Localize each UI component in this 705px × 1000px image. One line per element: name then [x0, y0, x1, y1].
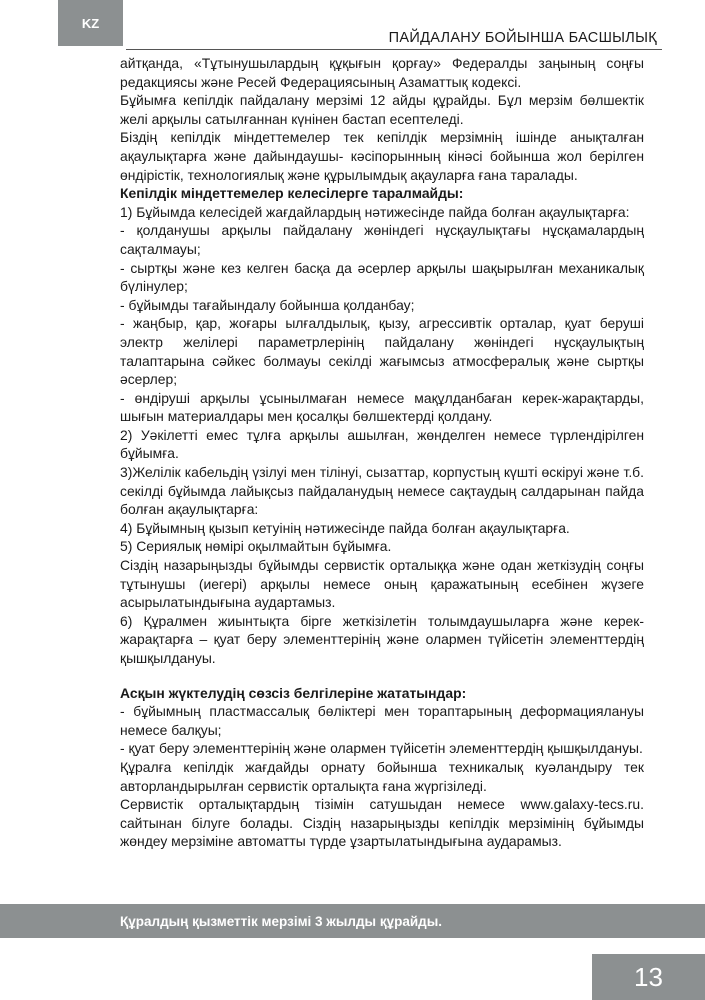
list-item: 6) Құралмен жиынтықта бірге жеткізілетін толымдаушыларға және керек-жарақтарға – қуат беру элементтерінің және олармен түйісетін элементтердің қышқылдануы. [120, 612, 644, 666]
footer-band-text: Құралдың қызметтік мерзімі 3 жылды құрайды. [120, 913, 443, 929]
list-item: 2) Уәкілетті емес тұлға арқылы ашылған, жөнделген немесе түрлендірілген бұйымға. [120, 426, 644, 462]
paragraph: айтқанда, «Тұтынушылардың құқығын қорғау» Федералды заңының соңғы редакциясы және Ресей Федерациясының Азаматтық кодексі. [120, 55, 644, 90]
paragraph: Бұйымға кепілдік пайдалану мерзімі 12 айды құрайды. Бұл мерзім бөлшектік желі арқылы сатылғаннан күнінен бастап есептеледі. [120, 92, 644, 127]
list-item: - жаңбыр, қар, жоғары ылғалдылық, қызу, агрессивтік орталар, қуат беруші электр желілері параметрлерінің пайдалану жөніндегі нұсқаулықтың талаптарына сәйкес болмауы секілді жағымсыз атмосфералық және сыртқы әсерлер; [120, 315, 644, 388]
header-divider [126, 49, 662, 50]
paragraph: Сіздің назарыңызды бұйымды сервистік орталыққа және одан жеткізудің соңғы тұтынушы (иегері) арқылы немесе оның қаражатының есебінен жүзеге асырылатындығына аудартамыз. [120, 557, 644, 611]
list-item: 1) Бұйымда келесідей жағдайлардың нәтижесінде пайда болған ақаулықтарға: [120, 203, 630, 220]
paragraph: Біздің кепілдік міндеттемелер тек кепілдік мерзімнің ішінде анықталған ақаулықтарға және дайындаушы- кәсіпорынның кінәсі бойынша жол берілген өндірістік, технологиялық және құрылымдық ақауларға ғана таралады. [120, 129, 644, 183]
spacer [120, 668, 644, 684]
list-item: 4) Бұйымның қызып кетуінің нәтижесінде пайда болған ақаулықтарға. [120, 519, 570, 536]
list-item: - қуат беру элементтерінің және олармен түйісетін элементтердің қышқылдануы. [120, 740, 643, 757]
list-item: - қолданушы арқылы пайдалану жөніндегі нұсқаулықтағы нұсқамалардың сақталмауы; [120, 222, 644, 257]
document-body [120, 54, 644, 851]
list-item: 3)Желілік кабельдің үзілуі мен тілінуі, сызаттар, корпустың күшті өскіруі және т.б. секілді бұйымда лайықсыз пайдаланудың немесе сақтаудың салдарынан пайда болған ақаулықтарға: [120, 464, 644, 518]
paragraph: Құралға кепілдік жағдайды орнату бойынша техникалық куәландыру тек авторландырылған сервистік орталықта ғана жүргізіледі. [120, 758, 644, 794]
list-item: 5) Сериялық нөмірі оқылмайтын бұйымға. [120, 538, 392, 555]
list-item: - сыртқы және кез келген басқа да әсерлер арқылы шақырылған механикалық бүлінулер; [120, 259, 644, 295]
footer-band [0, 904, 705, 938]
list-item: - өндіруші арқылы ұсынылмаған немесе мақұлданбаған керек-жарақтарды, шығын материалдары мен қосалқы бөлшектерді қолдану. [120, 389, 644, 425]
list-item: - бұйымның пластмассалық бөліктері мен торaптарының деформациялануы немесе балқуы; [120, 703, 644, 738]
list-item: - бұйымды тағайындалу бойынша қолданбау; [120, 296, 415, 313]
language-tab: KZ [58, 0, 123, 46]
section-heading: Асқын жүктелудің сөзсіз белгілеріне жататындар: [120, 684, 467, 701]
page-header-title: ПАЙДАЛАНУ БОЙЫНША БАСШЫЛЫҚ [388, 30, 657, 46]
section-heading: Кепілдік міндеттемелер келесілерге таралмайды: [120, 185, 464, 202]
page-number: 13 [592, 954, 705, 1000]
paragraph: Сервистік орталықтардың тізімін сатушыдан немесе www.galaxy-tecs.ru. сайтынан білуге болады. Сіздің назарыңызды кепілдік мерзімінің бұйымды жөндеу мерзіміне автоматты түрде ұзартылатындығына аударамыз. [120, 796, 644, 850]
